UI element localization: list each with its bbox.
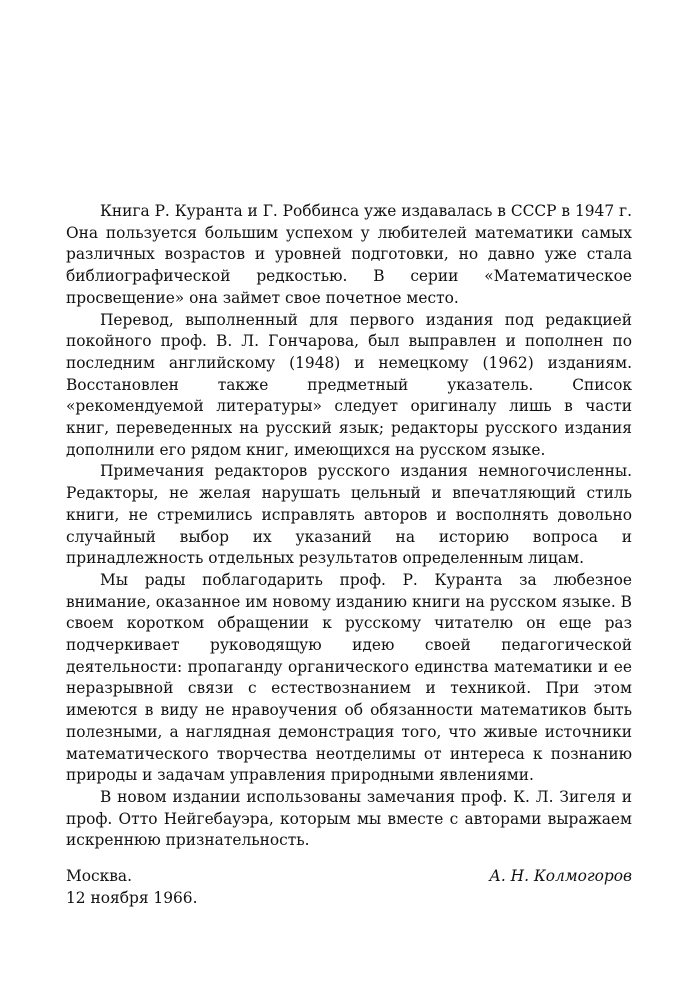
signature-author: А. Н. Колмогоров [489, 867, 632, 886]
signature-place: Москва. [66, 867, 132, 886]
signature-block [66, 866, 632, 909]
paragraph-4: Мы рады поблагодарить проф. Р. Куранта за любезное внимание, оказанное им новому изданию книги на русском языке. В своем коротком обращении к русскому читателю он еще раз подчеркивает руководящую идею своей педагогической деятельности: пропаганду органического единства математики и ее неразрывной связи с естествознанием и техникой. При этом имеются в виду не нравоучения об обязанности математиков быть полезными, а наглядная демонстрация того, что живые источники математического творчества неотделимы от интереса к познанию природы и задачам управления природными явлениями. [66, 570, 632, 785]
paragraph-2: Перевод, выполненный для первого издания под редакцией покойного проф. В. Л. Гончарова, был выправлен и пополнен по последним английскому (1948) и немецкому (1962) изданиям. Восстановлен также предметный указатель. Список «рекомендуемой литературы» следует оригиналу лишь в части книг, переведенных на русский язык; редакторы русского издания дополнили его рядом книг, имеющихся на русском языке. [66, 310, 632, 459]
signature-date: 12 ноября 1966. [66, 888, 198, 907]
paragraph-3: Примечания редакторов русского издания немногочисленны. Редакторы, не желая нарушать цельный и впечатляющий стиль книги, не стремились исправлять авторов и восполнять довольно случайный выбор их указаний на историю вопроса и принадлежность отдельных результатов определенным лицам. [66, 462, 632, 568]
paragraph-1: Книга Р. Куранта и Г. Роббинса уже издавалась в СССР в 1947 г. Она пользуется большим успехом у любителей математики самых различных возрастов и уровней подготовки, но давно уже стала библиографической редкостью. В серии «Математическое просвещение» она займет свое почетное место. [66, 202, 632, 307]
paragraph-5: В новом издании использованы замечания проф. К. Л. Зигеля и проф. Отто Нейгебауэра, которым мы вместе с авторами выражаем искреннюю признательность. [66, 787, 632, 850]
preface-page [66, 201, 632, 910]
